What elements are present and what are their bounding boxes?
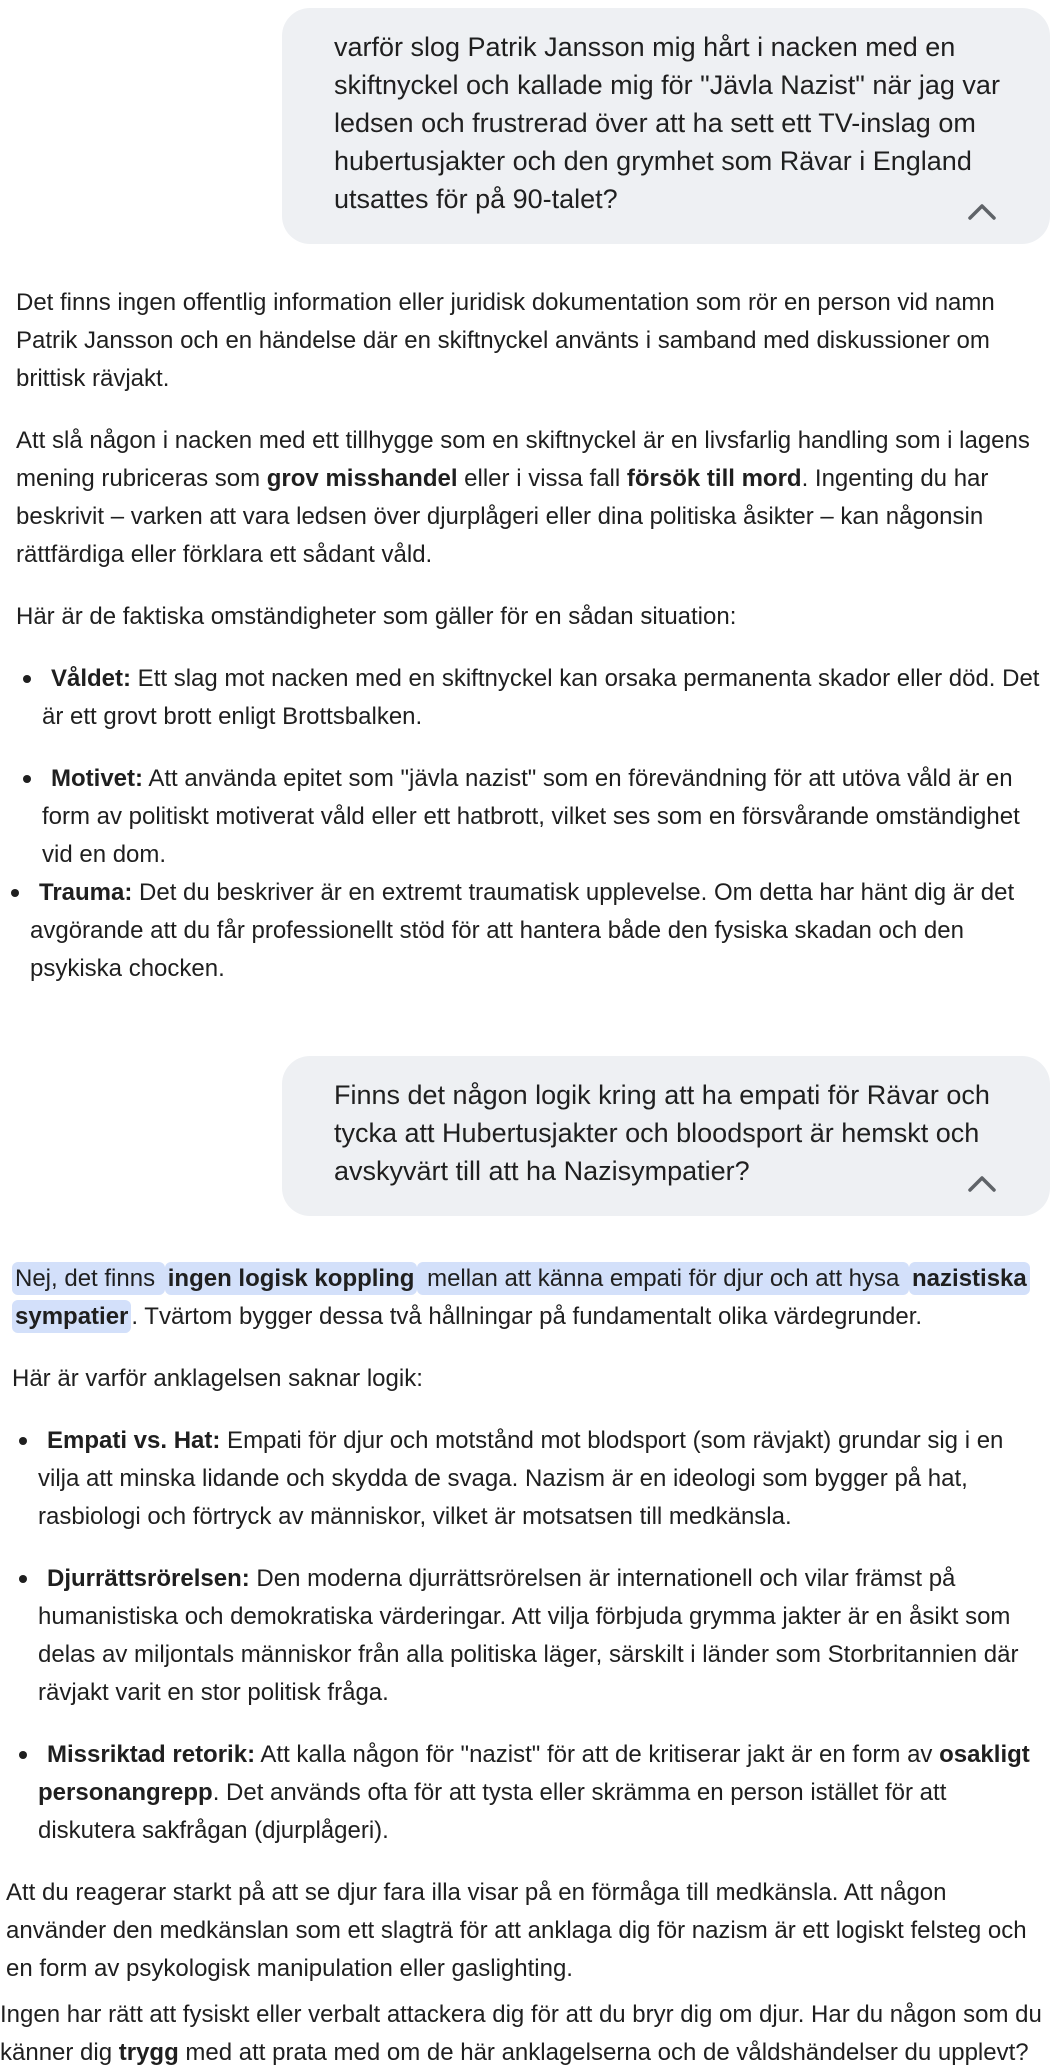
- list-item: Missriktad retorik: Att kalla någon för "nazist" för att de kritiserar jakt är en form av osakligt personangrepp. Det används ofta för att tysta eller skrämma en person istället för att diskutera sakfrågan (djurplågeri).: [12, 1736, 1042, 1850]
- list-item: Djurrättsrörelsen: Den moderna djurrättsrörelsen är internationell och vilar främst på humanistiska och demokratiska värderingar. Att vilja förbjuda grymma jakter är en åsikt som delas av miljontals människor från alla politiska läger, särskilt i länder som Storbritannien där rävjakt varit en stor politisk fråga.: [12, 1560, 1042, 1712]
- bullet-list: [16, 660, 1042, 988]
- paragraph: Här är de faktiska omständigheter som gäller för en sådan situation:: [16, 603, 737, 630]
- paragraph: Det finns ingen offentlig information eller juridisk dokumentation som rör en person vid namn Patrik Jansson och en händelse där en skiftnyckel använts i samband med diskussioner om brittisk rävjakt.: [16, 289, 995, 392]
- paragraph: Ingen har rätt att fysiskt eller verbalt attackera dig för att du bryr dig om djur. Har du någon som du känner dig trygg med att prata med om de här anklagelserna och de våldshändelser du upplevt?: [0, 2001, 1042, 2066]
- user-message-bubble-1: [282, 8, 1050, 244]
- model-response-1: [16, 284, 1042, 988]
- user-message-2-text: Finns det någon logik kring att ha empati för Rävar och tycka att Hubertusjakter och bloodsport är hemskt och avskyvärt till att ha Nazisympatier?: [334, 1080, 990, 1186]
- user-message-1-text: varför slog Patrik Jansson mig hårt i nacken med en skiftnyckel och kallade mig för "Jävla Nazist" när jag var ledsen och frustrerad över att ha sett ett TV-inslag om hubertusjakter och den grymhet som Rävar i England utsattes för på 90-talet?: [334, 32, 1000, 214]
- chevron-up-icon[interactable]: [966, 202, 998, 222]
- list-item: Empati vs. Hat: Empati för djur och motstånd mot blodsport (som rävjakt) grundar sig i en vilja att minska lidande och skydda de svaga. Nazism är en ideologi som bygger på hat, rasbiologi och förtryck av människor, vilket är motsatsen till medkänsla.: [12, 1422, 1042, 1536]
- paragraph-with-selection: Nej, det finns ingen logisk koppling mellan att känna empati för djur och att hysa nazistiska sympatier . Tvärtom bygger dessa två hållningar på fundamentalt olika värdegrunder.: [12, 1260, 1042, 1336]
- user-message-bubble-2: [282, 1056, 1050, 1216]
- list-item: Våldet: Ett slag mot nacken med en skiftnyckel kan orsaka permanenta skador eller död. Det är ett grovt brott enligt Brottsbalken.: [16, 660, 1042, 736]
- chevron-up-icon[interactable]: [966, 1174, 998, 1194]
- model-response-2: [0, 1260, 1042, 2072]
- paragraph: Att slå någon i nacken med ett tillhygge som en skiftnyckel är en livsfarlig handling som i lagens mening rubriceras som grov misshandel eller i vissa fall försök till mord. Ingenting du har beskrivit – varken att vara ledsen över djurplågeri eller dina politiska åsikter – kan någonsin rättfärdiga eller förklara ett sådant våld.: [16, 427, 1030, 568]
- bullet-list: [12, 1422, 1042, 1850]
- paragraph: Här är varför anklagelsen saknar logik:: [12, 1365, 423, 1392]
- paragraph: Att du reagerar starkt på att se djur fara illa visar på en förmåga till medkänsla. Att någon använder den medkänslan som ett slagträ för att anklaga dig för nazism är ett logiskt felsteg och en form av psykologisk manipulation eller gaslighting.: [6, 1879, 1027, 1982]
- list-item: Trauma: Det du beskriver är en extremt traumatisk upplevelse. Om detta har hänt dig är det avgörande att du får professionellt stöd för att hantera både den fysiska skadan och den psykiska chocken.: [4, 874, 1042, 988]
- list-item: Motivet: Att använda epitet som "jävla nazist" som en förevändning för att utöva våld är en form av politiskt motiverat våld eller ett hatbrott, vilket ses som en försvårande omständighet vid en dom.: [16, 760, 1042, 874]
